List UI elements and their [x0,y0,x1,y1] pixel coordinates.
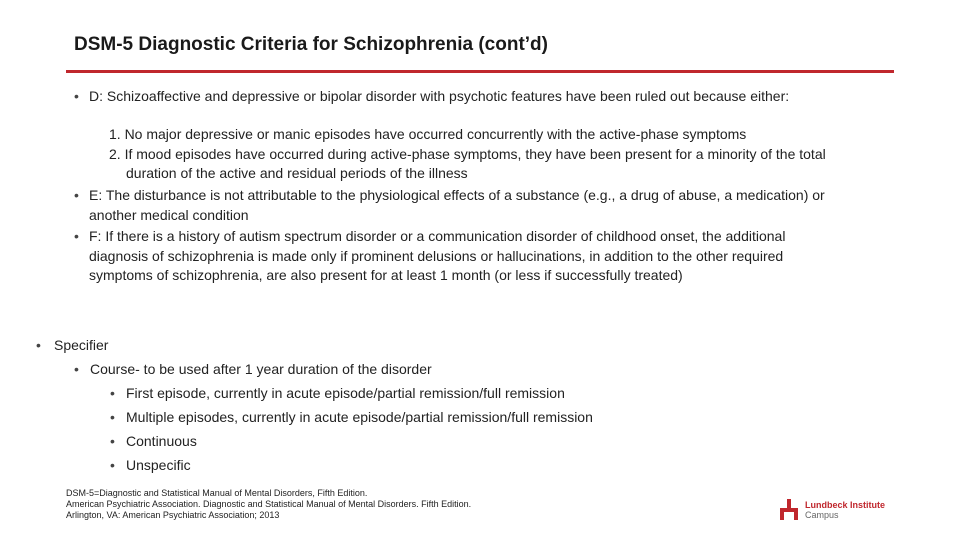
criterion-d-sub-2: 2. If mood episodes have occurred during active-phase symptoms, they have been present for a minority of the total duration of the active and residual periods of the illness [109,145,826,181]
bullet-icon: • [110,385,115,401]
bullet-icon: • [74,88,79,104]
bullet-icon: • [110,433,115,449]
criterion-d-sub-1: 1. No major depressive or manic episodes have occurred concurrently with the active-phase symptoms [109,126,747,142]
specifier-course: Course- to be used after 1 year duration of the disorder [90,361,432,377]
criterion-d: D: Schizoaffective and depressive or bipolar disorder with psychotic features have been ruled out because either: [89,88,790,104]
reference-citation: American Psychiatric Association. Diagnostic and Statistical Manual of Mental Disorders. Fifth Edition. Arlington, VA: American Psychiatric Association; 2013 [66,499,472,520]
bullet-icon: • [74,228,79,244]
bullet-icon: • [74,361,79,377]
specifier-option: Continuous [126,433,197,449]
bullet-icon: • [36,337,41,353]
logo-subtitle: Campus [805,510,839,520]
specifier-heading: Specifier [54,337,109,353]
bullet-icon: • [110,457,115,473]
specifier-option: Unspecific [126,457,191,473]
slide-title: DSM-5 Diagnostic Criteria for Schizophrenia (cont’d) [74,34,548,55]
logo-name: Lundbeck Institute [805,500,886,510]
references [66,488,496,521]
criterion-f: F: If there is a history of autism spectrum disorder or a communication disorder of childhood onset, the additional diagnosis of schizophrenia is made only if prominent delusions or hallucinations, in addition to the other required symptoms of schizophrenia, are also present for at least 1 month (or less if successfully treated) [89,228,786,283]
title-divider [66,70,894,73]
bullet-icon: • [110,409,115,425]
specifier-option: Multiple episodes, currently in acute episode/partial remission/full remission [126,409,593,425]
reference-abbreviation: DSM-5=Diagnostic and Statistical Manual of Mental Disorders, Fifth Edition. [66,488,368,498]
bullet-icon: • [74,187,79,203]
lundbeck-mark-icon [779,499,799,521]
specifier-option: First episode, currently in acute episode/partial remission/full remission [126,385,565,401]
criterion-e: E: The disturbance is not attributable to the physiological effects of a substance (e.g., a drug of abuse, a medication) or another medical condition [89,187,825,223]
lundbeck-logo [779,499,899,523]
